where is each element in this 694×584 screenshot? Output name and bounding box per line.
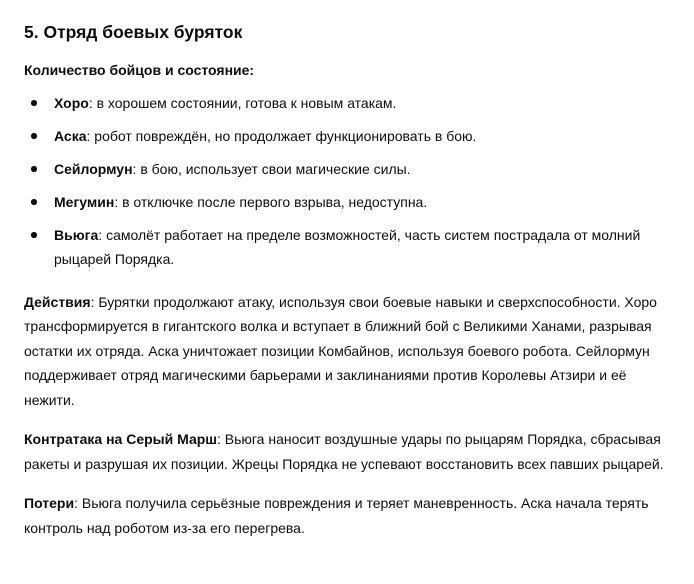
- counterattack-label: Контратака на Серый Марш: [24, 431, 217, 447]
- list-item: [24, 157, 674, 182]
- unit-name: Сейлормун: [54, 160, 133, 177]
- unit-name: Хоро: [54, 94, 89, 111]
- units-list: [24, 91, 674, 272]
- list-item: [24, 223, 674, 272]
- unit-status: : самолёт работает на пределе возможностей, часть систем пострадала от молний рыцарей Порядка.: [54, 226, 641, 267]
- list-item: [24, 91, 674, 116]
- unit-status: : в отключке после первого взрыва, недоступна.: [114, 193, 428, 210]
- counterattack-text: : Вьюга наносит воздушные удары по рыцарям Порядка, сбрасывая ракеты и разрушая их позиции. Жрецы Порядка не успевают восстановить всех павших рыцарей.: [24, 431, 664, 472]
- document-body: [24, 20, 674, 540]
- unit-name: Мегумин: [54, 193, 115, 210]
- counterattack-paragraph: [24, 427, 674, 476]
- unit-name: Вьюга: [54, 226, 99, 243]
- losses-text: : Вьюга получила серьёзные повреждения и теряет маневренность. Аска начала терять контроль над роботом из-за его перегрева.: [24, 495, 649, 536]
- list-item: [24, 190, 674, 215]
- actions-paragraph: [24, 290, 674, 413]
- section-title: 5. Отряд боевых буряток: [24, 22, 243, 42]
- actions-text: : Бурятки продолжают атаку, используя свои боевые навыки и сверхспособности. Хоро трансформируется в гигантского волка и вступает в ближний бой с Великими Ханами, разрывая остатки их отряда. Аска уничтожает позиции Комбайнов, используя боевого робота. Сейлормун поддерживает отряд магическими барьерами и заклинаниями против Королевы Атзири и её нежити.: [24, 293, 657, 408]
- losses-label: Потери: [24, 495, 75, 511]
- actions-label: Действия: [24, 293, 91, 310]
- unit-status: : в хорошем состоянии, готова к новым атакам.: [88, 94, 397, 111]
- unit-status: : в бою, использует свои магические силы.: [132, 160, 411, 177]
- status-heading: Количество бойцов и состояние:: [24, 62, 255, 78]
- unit-status: : робот повреждён, но продолжает функционировать в бою.: [86, 127, 477, 144]
- list-item: [24, 124, 674, 149]
- unit-name: Аска: [54, 127, 87, 144]
- losses-paragraph: [24, 491, 674, 540]
